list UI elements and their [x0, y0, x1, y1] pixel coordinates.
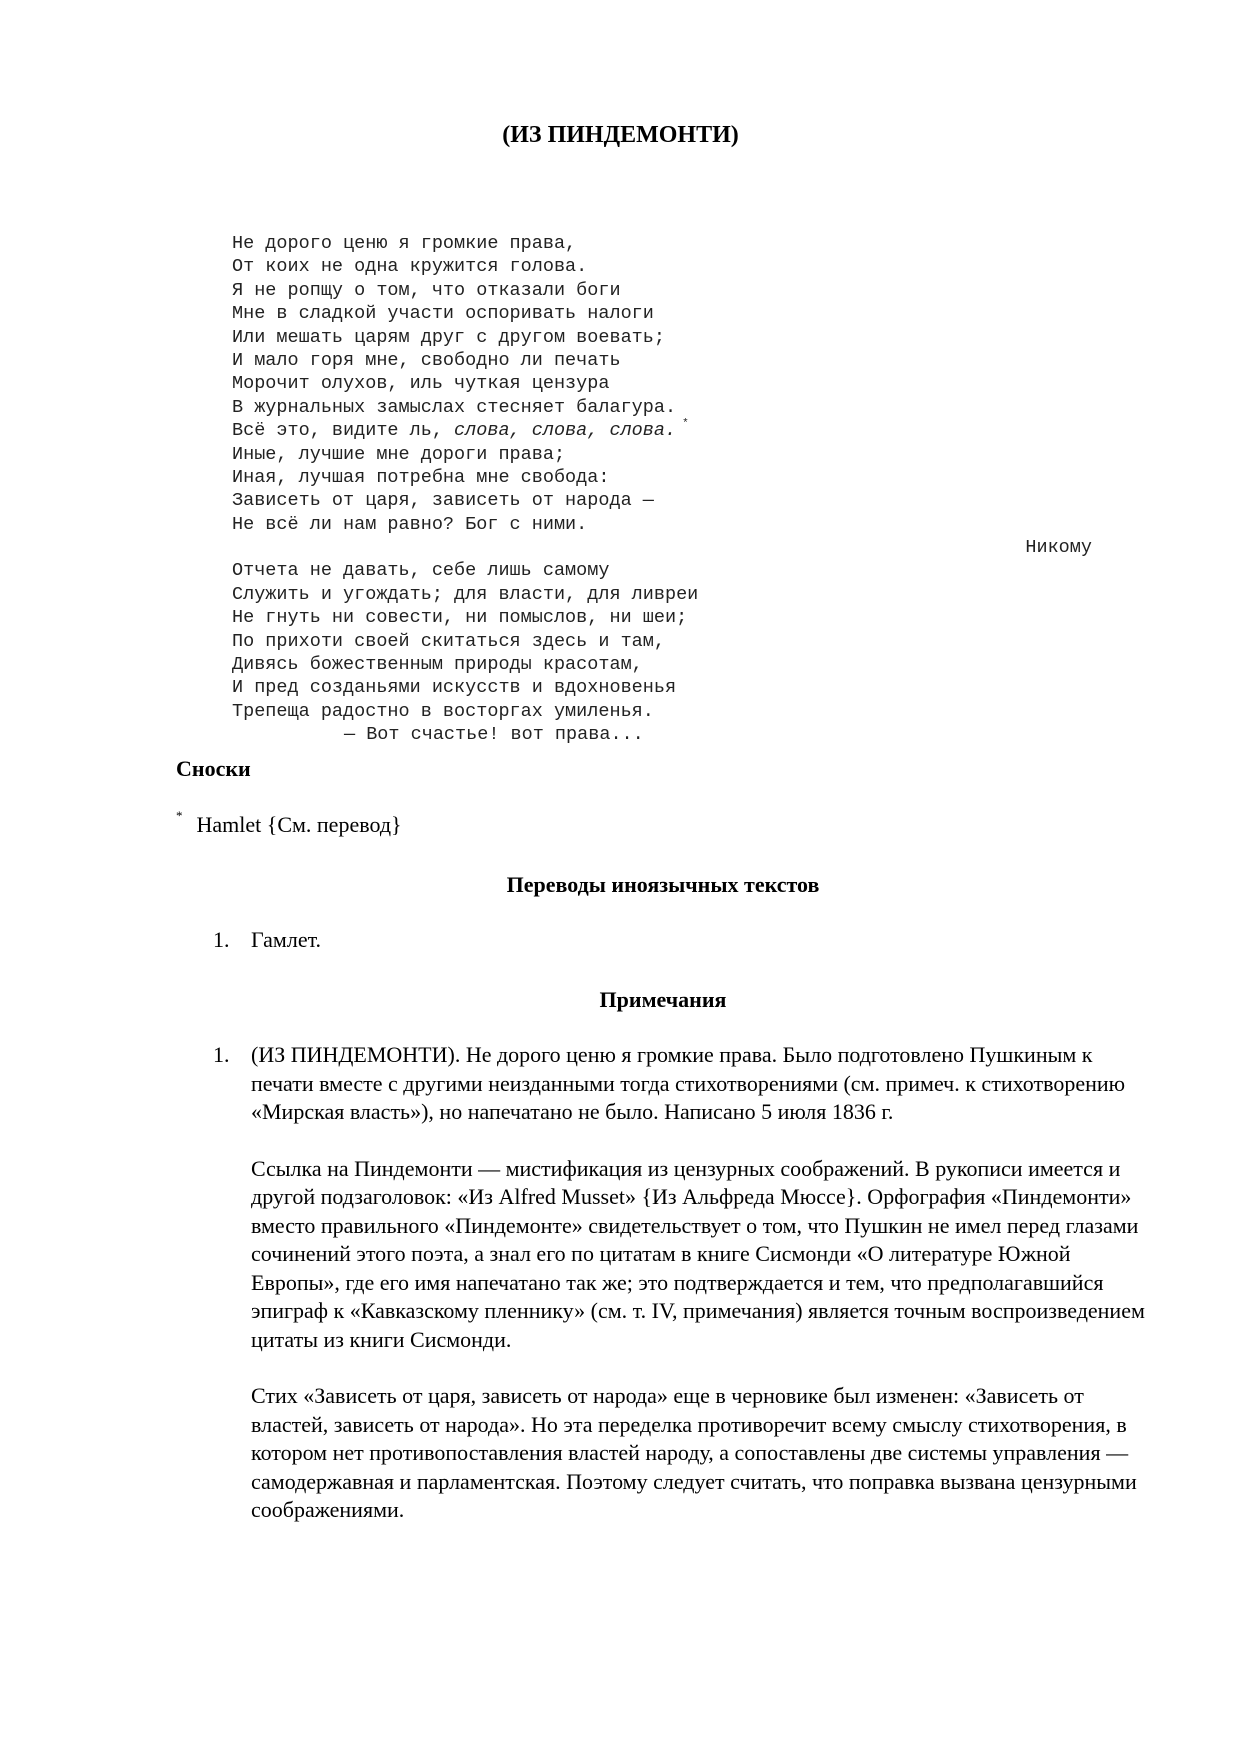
poem-line: Не дорого ценю я громкие права,	[232, 233, 577, 254]
poem-line-last: — Вот счастье! вот права...	[344, 724, 644, 746]
translation-item: Гамлет.	[251, 927, 322, 952]
poem-line: Или мешать царям друг с другом воевать;	[232, 326, 665, 348]
poem-line: Морочит олухов, иль чуткая цензура	[232, 373, 610, 395]
footnote-mark: *	[176, 808, 183, 823]
poem-line: Мне в сладкой участи оспоривать налоги	[232, 303, 654, 325]
poem-line: Не всё ли нам равно? Бог с ними.	[232, 513, 588, 535]
translations-heading: Переводы иноязычных текстов	[506, 872, 820, 897]
poem-line: И пред созданьями искусств и вдохновенья	[232, 677, 677, 699]
poem-line: В журнальных замыслах стесняет балагура.	[232, 396, 677, 418]
poem-line: От коих не одна кружится голова.	[232, 256, 588, 278]
poem-line: Я не ропщу о том, что отказали боги	[232, 279, 621, 301]
poem-line: Иная, лучшая потребна мне свобода:	[232, 466, 610, 488]
footnote-text[interactable]: Hamlet {См. перевод}	[196, 812, 402, 837]
note-paragraph: (ИЗ ПИНДЕМОНТИ). Не дорого ценю я громкие права. Было подготовлено Пушкиным к печати вместе с другими неизданными тогда стихотворениями (см. примеч. к стихотворению «Мирская власть»), но напечатано не было. Написано 5 июля 1836 г.	[251, 1042, 1126, 1124]
footnotes-heading: Сноски	[176, 756, 251, 781]
poem-line-words	[232, 419, 1112, 442]
translations-list	[213, 926, 321, 955]
footnote-entry	[176, 808, 402, 838]
list-number: 1.	[213, 927, 230, 952]
poem-line: Трепеща радостно в восторгах умиленья.	[232, 700, 654, 722]
poem-block	[232, 232, 1112, 747]
poem-line: По прихоти своей скитаться здесь и там,	[232, 630, 665, 652]
note-paragraph: Стих «Зависеть от царя, зависеть от народа» еще в черновике был изменен: «Зависеть от властей, зависеть от народа». Но эта переделка противоречит всему смыслу стихотворения, в котором нет противопоставления властей народу, а сопоставлены две системы управления — самодержавная и парламентская. Поэтому следует считать, что поправка вызвана цензурными соображениями.	[251, 1383, 1137, 1522]
poem-line: Зависеть от царя, зависеть от народа —	[232, 490, 654, 512]
notes-list	[213, 1041, 1153, 1553]
footnote-reference-mark[interactable]: *	[682, 418, 689, 431]
note-paragraph: Ссылка на Пиндемонти — мистификация из цензурных соображений. В рукописи имеется и другой подзаголовок: «Из Alfred Musset» {Из Альфреда Мюссе}. Орфография «Пиндемонти» вместо правильного «Пиндемонте» свидетельствует о том, что Пушкин не имел перед глазами сочинений этого поэта, а знал его по цитатам в книге Сисмонди «О литературе Южной Европы», где его имя напечатано так же; это подтверждается и тем, что предполагавшийся эпиграф к «Кавказскому пленнику» (см. т. IV, примечания) является точным воспроизведением цитаты из книги Сисмонди.	[251, 1155, 1145, 1352]
poem-line: Не гнуть ни совести, ни помыслов, ни шеи;	[232, 607, 688, 629]
poem-line: Служить и угождать; для власти, для ливреи	[232, 583, 699, 605]
poem-line-italic: слова, слова, слова.	[454, 420, 677, 442]
poem-title: (ИЗ ПИНДЕМОНТИ)	[502, 122, 739, 148]
notes-heading: Примечания	[599, 987, 727, 1012]
list-number: 1.	[213, 1042, 230, 1067]
poem-line: Отчета не давать, себе лишь самому	[232, 560, 610, 582]
poem-line: И мало горя мне, свободно ли печать	[232, 349, 621, 371]
poem-line-prefix: Всё это, видите ль,	[232, 420, 455, 442]
note-item	[251, 1041, 1153, 1525]
poem-line: Иные, лучшие мне дороги права;	[232, 443, 566, 465]
poem-line-right: Никому	[1025, 537, 1092, 559]
poem-line: Дивясь божественным природы красотам,	[232, 654, 643, 676]
